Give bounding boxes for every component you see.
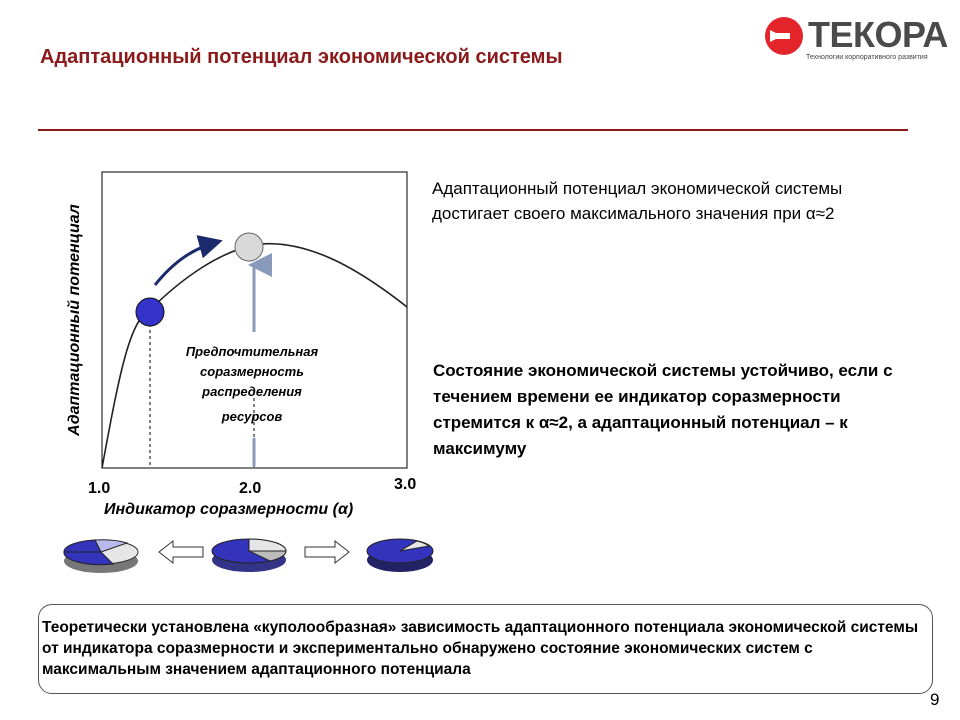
- adaptation-chart: [60, 170, 440, 570]
- preferred-ratio-annotation: [186, 344, 319, 424]
- annotation-line-2: соразмерность: [200, 364, 304, 379]
- logo-tagline: Технологии корпоративного развития: [806, 54, 928, 61]
- conclusion-text: Теоретически установлена «куполообразная» зависимость адаптационного потенциала экономической системы от индикатора соразмерности и экспериментально обнаружено состояние экономических систем с максимальным значением адаптационного потенциала: [42, 619, 919, 678]
- annotation-line-4: ресурсов: [221, 409, 283, 424]
- logo-wordmark: ТЕКОРА: [808, 14, 948, 55]
- x-tick-3: 3.0: [394, 476, 417, 493]
- stability-statement: Состояние экономической системы устойчиво, если с течением времени ее индикатор соразмерности стремится к α≈2, а адаптационный потенциал – к максимуму: [433, 361, 893, 458]
- pie-chart-1: [64, 540, 138, 573]
- arrow-right-icon: [305, 541, 349, 563]
- maximum-marker: [235, 233, 263, 261]
- pie-chart-3: [367, 539, 433, 572]
- maximum-statement: Адаптационный потенциал экономической системы достигает своего максимального значения при α≈2: [432, 179, 843, 223]
- arrow-left-icon: [159, 541, 203, 563]
- x-tick-2: 2.0: [239, 480, 262, 497]
- slide-title: Адаптационный потенциал экономической системы: [40, 46, 563, 68]
- pie-evolution-row: [55, 528, 445, 578]
- annotation-line-3: распределения: [202, 384, 302, 399]
- annotation-line-1: Предпочтительная: [185, 344, 319, 359]
- pie-chart-2: [212, 539, 286, 572]
- title-divider: [38, 129, 908, 131]
- x-tick-1: 1.0: [88, 480, 111, 497]
- current-state-marker: [136, 298, 164, 326]
- x-axis-label: Индикатор соразмерности (α): [104, 501, 354, 518]
- page-number: 9: [930, 690, 940, 709]
- y-axis-label: Адаптационный потенциал: [66, 204, 83, 436]
